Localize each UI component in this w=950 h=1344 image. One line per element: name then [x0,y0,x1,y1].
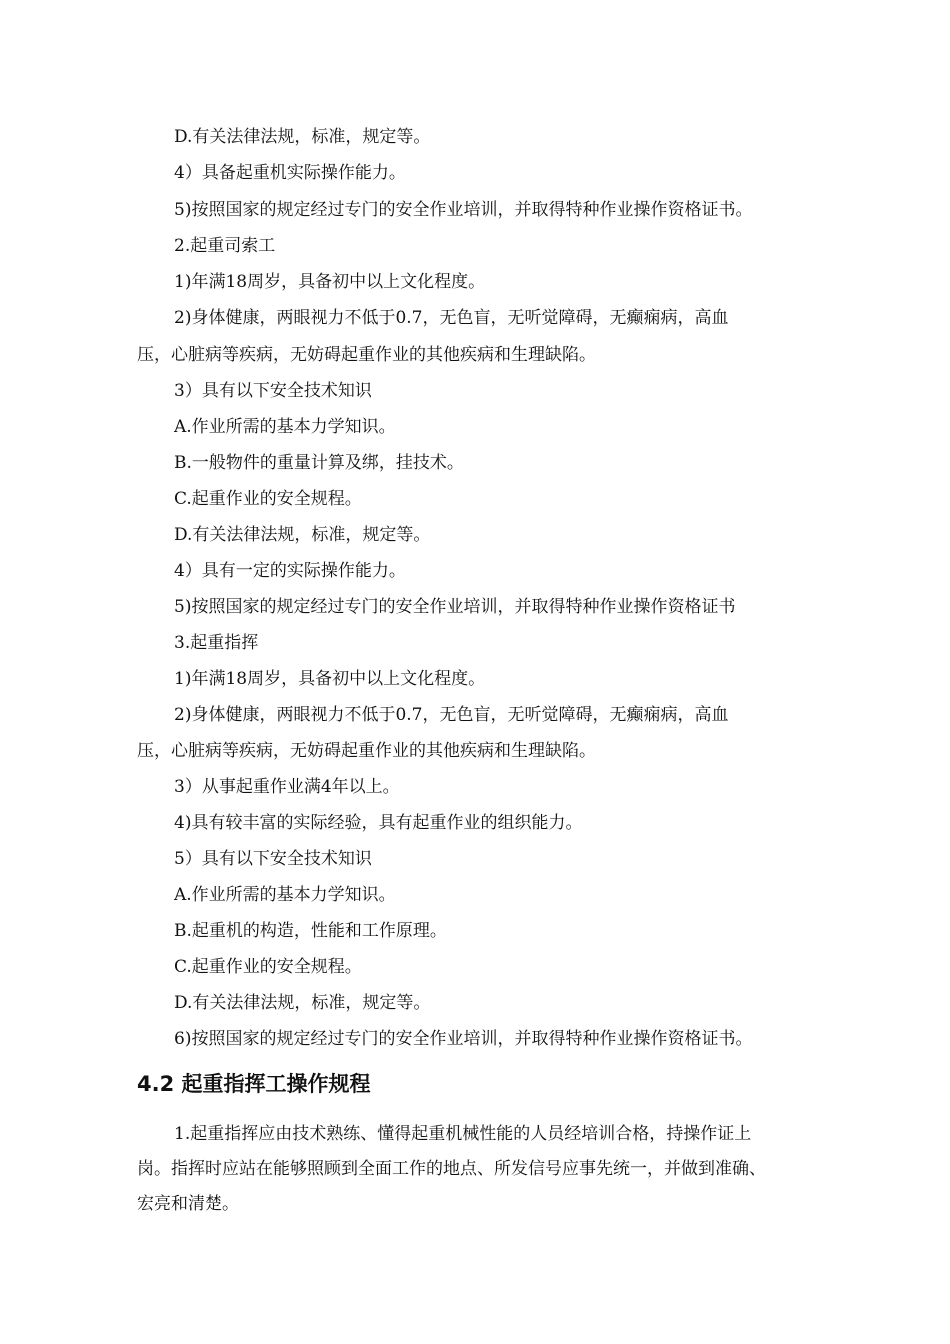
text-line: D.有关法律法规，标准，规定等。 [174,525,431,545]
section-subheading: 2.起重司索工 [174,236,276,256]
text-line: 4)具有较丰富的实际经验，具有起重作业的组织能力。 [174,813,583,833]
text-line: 4）具有一定的实际操作能力。 [174,561,406,581]
text-line-continuation: 宏亮和清楚。 [137,1194,239,1214]
text-line: 1)年满18周岁，具备初中以上文化程度。 [174,669,486,689]
text-line-continuation: 压，心脏病等疾病，无妨碍起重作业的其他疾病和生理缺陷。 [137,345,596,365]
text-line: 5)按照国家的规定经过专门的安全作业培训，并取得特种作业操作资格证书 [174,597,736,617]
text-line: 2)身体健康，两眼视力不低于0.7，无色盲，无听觉障碍，无癫痫病，高血 [174,705,729,725]
text-line: 5）具有以下安全技术知识 [174,849,372,869]
text-line: 2)身体健康，两眼视力不低于0.7，无色盲，无听觉障碍，无癫痫病，高血 [174,308,729,328]
text-line: 4）具备起重机实际操作能力。 [174,163,406,183]
text-line: 1.起重指挥应由技术熟练、懂得起重机械性能的人员经培训合格，持操作证上 [174,1124,752,1144]
text-line-continuation: 岗。指挥时应站在能够照顾到全面工作的地点、所发信号应事先统一，并做到准确、 [137,1159,766,1179]
text-line: B.一般物件的重量计算及绑，挂技术。 [174,453,464,473]
text-line: C.起重作业的安全规程。 [174,489,362,509]
text-line: 3）具有以下安全技术知识 [174,381,372,401]
text-line: 5)按照国家的规定经过专门的安全作业培训，并取得特种作业操作资格证书。 [174,200,753,220]
text-line: D.有关法律法规，标准，规定等。 [174,993,431,1013]
text-line: A.作业所需的基本力学知识。 [174,417,396,437]
text-line: 1)年满18周岁，具备初中以上文化程度。 [174,272,486,292]
text-line: D.有关法律法规，标准，规定等。 [174,127,431,147]
text-line: B.起重机的构造，性能和工作原理。 [174,921,447,941]
text-line: 6)按照国家的规定经过专门的安全作业培训，并取得特种作业操作资格证书。 [174,1029,753,1049]
text-line: 3）从事起重作业满4年以上。 [174,777,400,797]
text-line-continuation: 压，心脏病等疾病，无妨碍起重作业的其他疾病和生理缺陷。 [137,741,596,761]
section-subheading: 3.起重指挥 [174,633,259,653]
text-line: A.作业所需的基本力学知识。 [174,885,396,905]
text-line: C.起重作业的安全规程。 [174,957,362,977]
section-heading: 4.2 起重指挥工操作规程 [137,1072,371,1096]
